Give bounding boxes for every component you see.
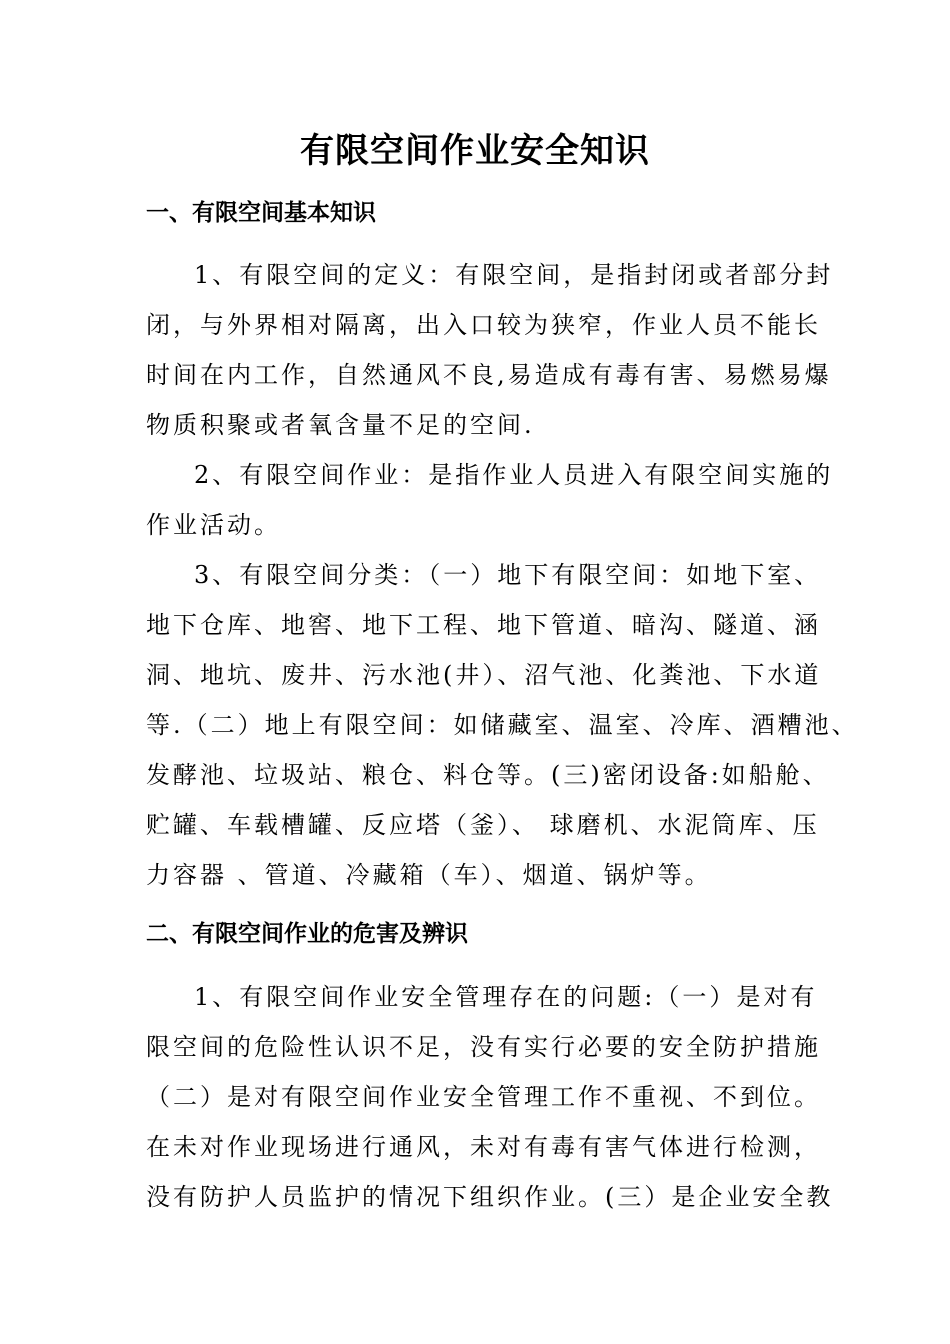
paragraph-line: 地下仓库、地窖、地下工程、地下管道、暗沟、隧道、涵 bbox=[146, 611, 821, 639]
paragraph-line: 贮罐、车载槽罐、反应塔（釜）、 球磨机、水泥筒库、压 bbox=[146, 811, 820, 839]
paragraph-line: 3、有限空间分类：（一）地下有限空间：如地下室、 bbox=[194, 561, 822, 589]
paragraph-line: 作业活动。 bbox=[146, 511, 281, 539]
paragraph-operation bbox=[146, 450, 834, 550]
paragraph-line: 在未对作业现场进行通风，未对有毒有害气体进行检测， bbox=[146, 1133, 821, 1161]
paragraph-line: 没有防护人员监护的情况下组织作业。(三）是企业安全教 bbox=[146, 1183, 834, 1211]
paragraph-line: 发酵池、垃圾站、粮仓、料仓等。(三)密闭设备:如船舱、 bbox=[146, 761, 830, 789]
section-heading-2: 二、有限空间作业的危害及辨识 bbox=[146, 921, 468, 947]
paragraph-line: 时间在内工作，自然通风不良,易造成有毒有害、易燃易爆 bbox=[146, 361, 832, 389]
paragraph-line: 1、有限空间作业安全管理存在的问题:（一）是对有 bbox=[194, 983, 818, 1011]
paragraph-line: 1、有限空间的定义：有限空间，是指封闭或者部分封 bbox=[194, 261, 834, 289]
paragraph-line: 闭，与外界相对隔离，出入口较为狭窄，作业人员不能长 bbox=[146, 311, 821, 339]
paragraph-line: 物质积聚或者氧含量不足的空间. bbox=[146, 411, 535, 439]
paragraph-line: 力容器 、管道、冷藏箱（车）、烟道、锅炉等。 bbox=[146, 861, 712, 889]
paragraph-line: （二）是对有限空间作业安全管理工作不重视、不到位。 bbox=[146, 1083, 821, 1111]
section-heading-1: 一、有限空间基本知识 bbox=[146, 200, 376, 226]
paragraph-line: 2、有限空间作业：是指作业人员进入有限空间实施的 bbox=[194, 461, 834, 489]
document-title: 有限空间作业安全知识 bbox=[300, 131, 650, 171]
paragraph-line: 限空间的危险性认识不足，没有实行必要的安全防护措施 bbox=[146, 1033, 821, 1061]
paragraph-line: 等.（二）地上有限空间：如储藏室、温室、冷库、酒糟池、 bbox=[146, 711, 859, 739]
paragraph-line: 洞、地坑、废井、污水池(井）、沼气池、化粪池、下水道 bbox=[146, 661, 822, 689]
paragraph-definition bbox=[146, 250, 834, 450]
paragraph-management-issues bbox=[146, 972, 834, 1222]
paragraph-classification bbox=[146, 550, 859, 900]
